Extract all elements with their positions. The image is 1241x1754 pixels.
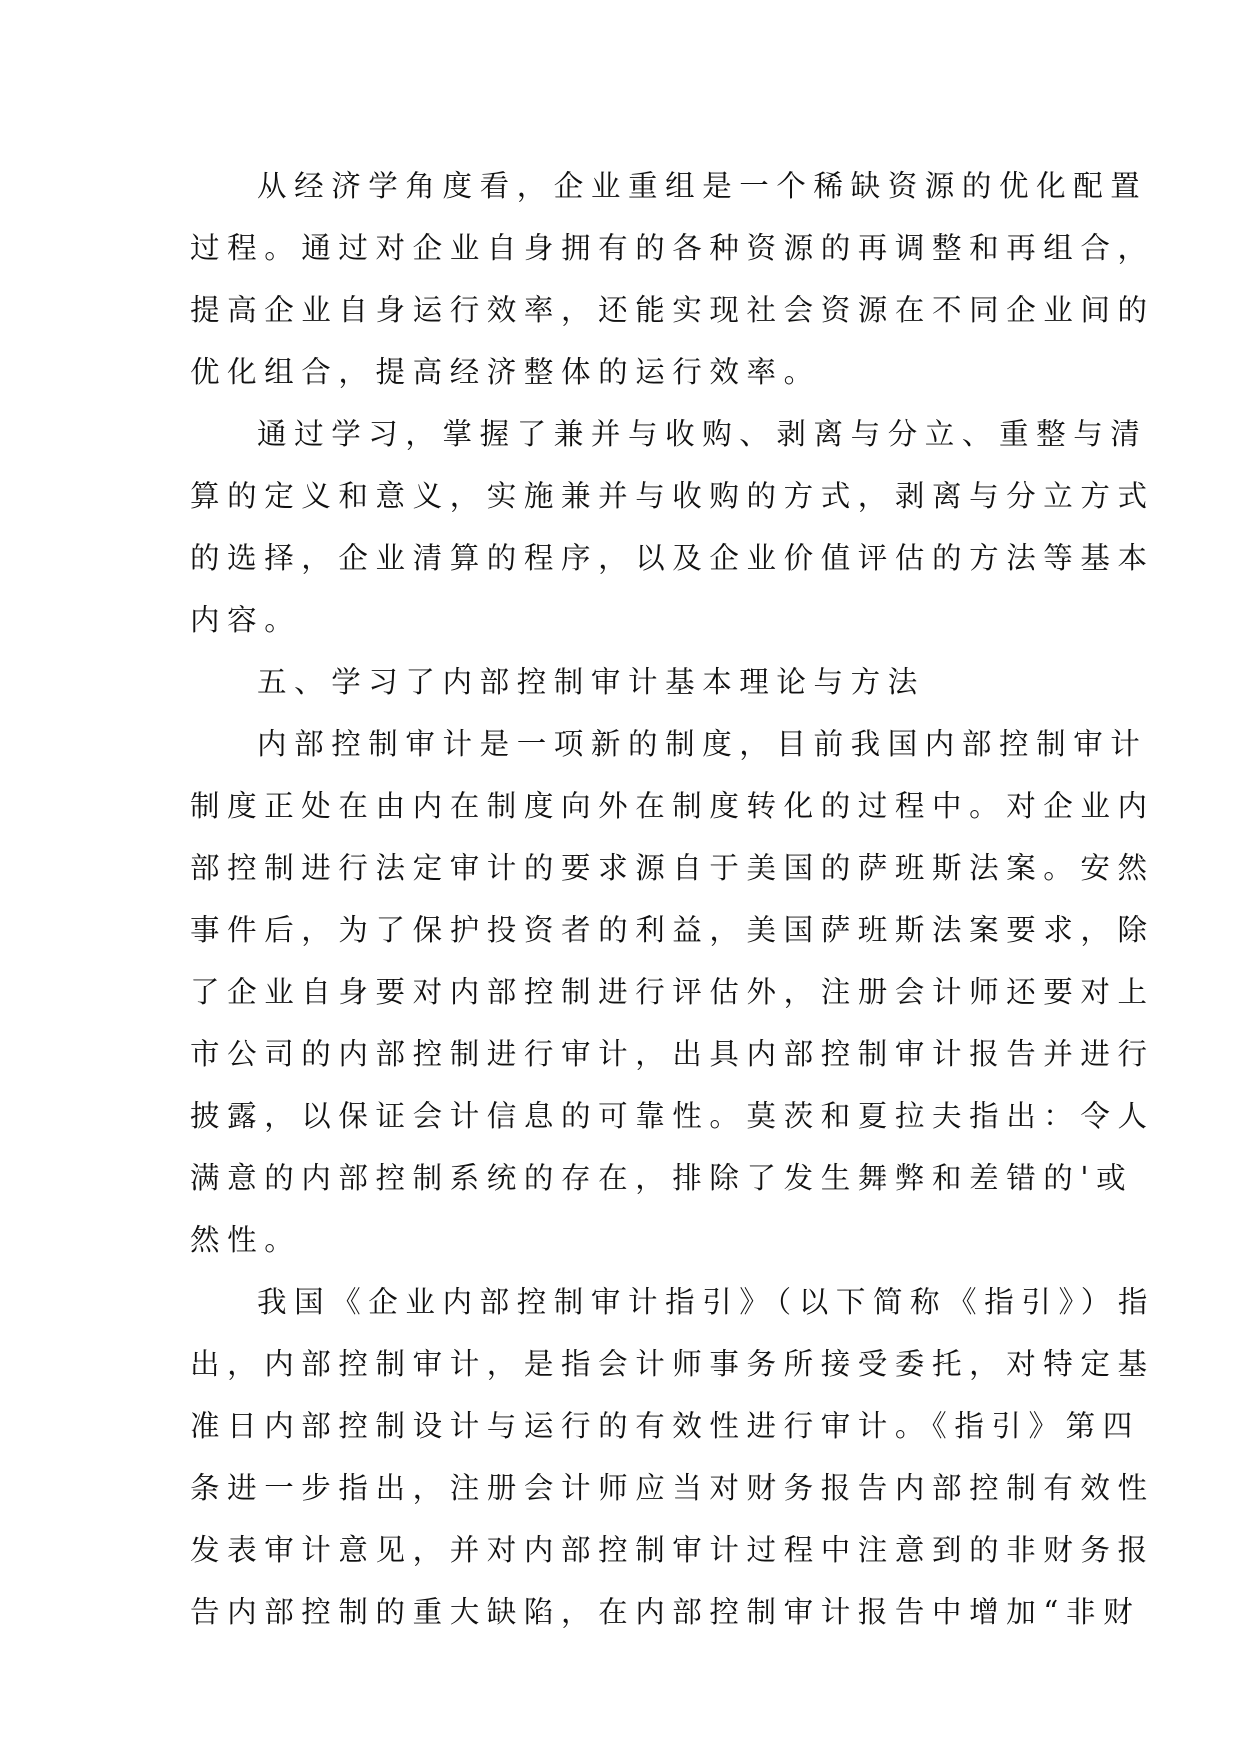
section-heading: 五、学习了内部控制审计基本理论与方法 [257,665,925,699]
text-line: 披露，以保证会计信息的可靠性。莫茨和夏拉夫指出：令人 [190,1099,1155,1133]
text-line: 制度正处在由内在制度向外在制度转化的过程中。对企业内 [190,789,1155,823]
text-line: 准日内部控制设计与运行的有效性进行审计。《指引》第四 [190,1409,1140,1443]
text-line: 条进一步指出，注册会计师应当对财务报告内部控制有效性 [190,1471,1155,1505]
text-line: 提高企业自身运行效率，还能实现社会资源在不同企业间的 [190,293,1155,327]
text-line: 满意的内部控制系统的存在，排除了发生舞弊和差错的'或 [190,1161,1134,1195]
text-line: 部控制进行法定审计的要求源自于美国的萨班斯法案。安然 [190,851,1155,885]
text-line: 告内部控制的重大缺陷，在内部控制审计报告中增加“非财 [190,1595,1141,1629]
text-line: 了企业自身要对内部控制进行评估外，注册会计师还要对上 [190,975,1155,1009]
text-line: 市公司的内部控制进行审计，出具内部控制审计报告并进行 [190,1037,1155,1071]
text-line: 过程。通过对企业自身拥有的各种资源的再调整和再组合， [190,231,1155,265]
text-line: 事件后，为了保护投资者的利益，美国萨班斯法案要求，除 [190,913,1155,947]
text-line: 通过学习，掌握了兼并与收购、剥离与分立、重整与清 [257,417,1148,451]
text-line: 内部控制审计是一项新的制度，目前我国内部控制审计 [257,727,1148,761]
text-line: 出，内部控制审计，是指会计师事务所接受委托，对特定基 [190,1347,1155,1381]
text-line: 从经济学角度看，企业重组是一个稀缺资源的优化配置 [257,169,1148,203]
text-line: 的选择，企业清算的程序，以及企业价值评估的方法等基本 [190,541,1155,575]
text-line: 算的定义和意义，实施兼并与收购的方式，剥离与分立方式 [190,479,1155,513]
text-line: 发表审计意见，并对内部控制审计过程中注意到的非财务报 [190,1533,1155,1567]
text-line: 我国《企业内部控制审计指引》（以下简称《指引》）指 [257,1285,1156,1319]
text-line: 优化组合，提高经济整体的运行效率。 [190,355,821,389]
text-line: 内容。 [190,603,302,637]
text-line: 然性。 [190,1223,302,1257]
